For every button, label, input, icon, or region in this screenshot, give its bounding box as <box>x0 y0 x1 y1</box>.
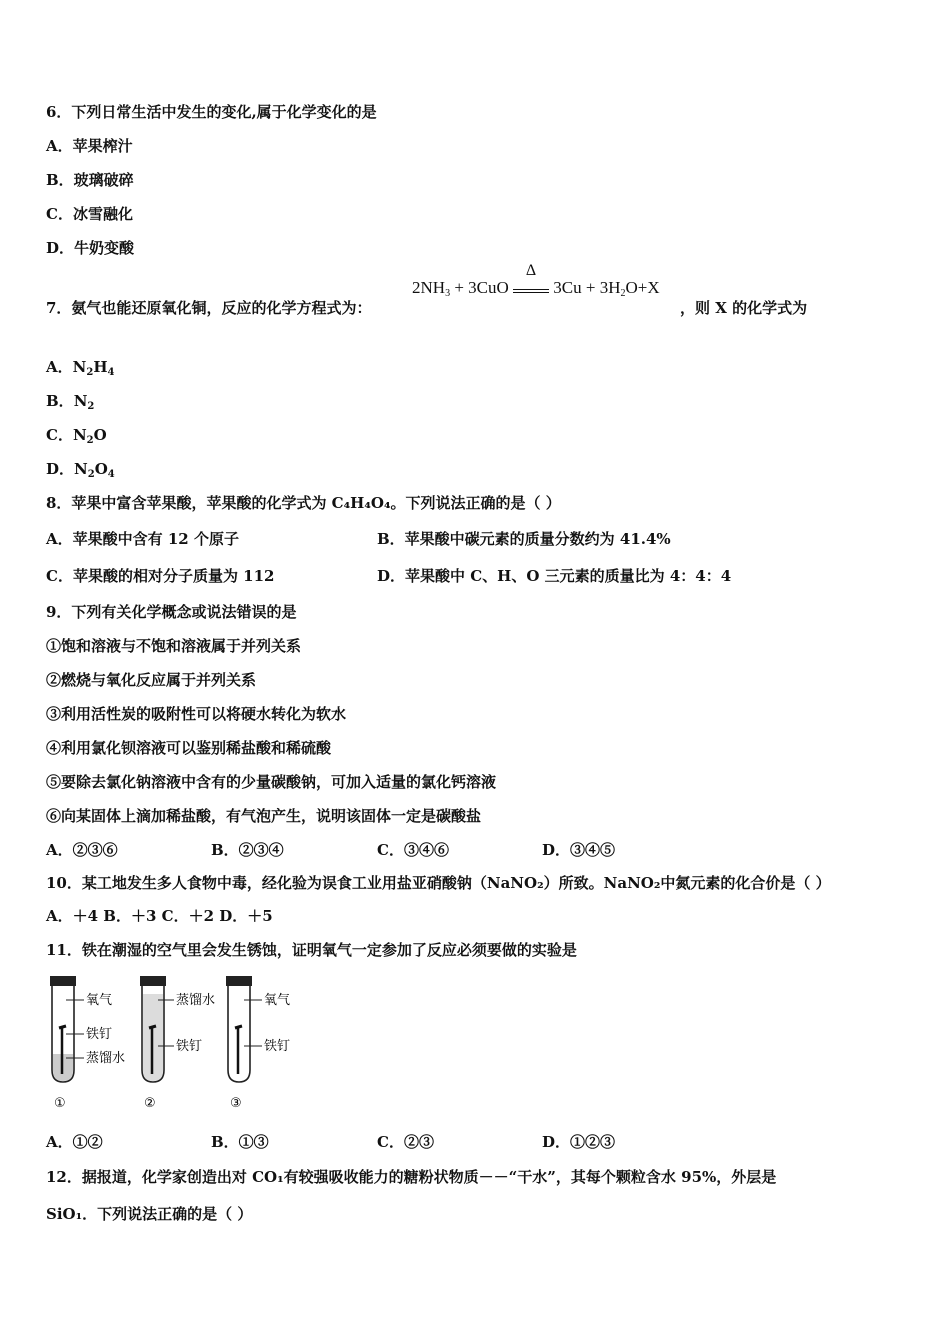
q6-stem: 6．下列日常生活中发生的变化,属于化学变化的是 <box>46 103 377 121</box>
tube1-oxygen-label: 氧气 <box>86 993 113 1008</box>
q6-option-b: B．玻璃破碎 <box>46 171 134 189</box>
q9-option-b: B．②③④ <box>211 841 284 859</box>
tube1-water-label: 蒸馏水 <box>86 1051 126 1066</box>
q8-option-d: D．苹果酸中 C、H、O 三元素的质量比为 4：4：4 <box>377 567 732 585</box>
q9-statement-6: ⑥向某固体上滴加稀盐酸，有气泡产生，说明该固体一定是碳酸盐 <box>46 807 482 825</box>
q11-stem: 11．铁在潮湿的空气里会发生锈蚀，证明氧气一定参加了反应必须要做的实验是 <box>46 941 577 959</box>
q6-option-a: A．苹果榨汁 <box>46 137 133 155</box>
q10-options: A．＋4 B．＋3 C．＋2 D．＋5 <box>46 907 273 925</box>
q11-test-tube-diagram <box>40 970 310 1115</box>
q11-option-b: B．①③ <box>211 1133 269 1151</box>
q11-test-tube-figure <box>40 970 310 1115</box>
q12-stem-line1: 12．据报道，化学家创造出对 CO₁有较强吸收能力的糖粉状物质－－“干水”，其每个颗粒含水 95%，外层是 <box>46 1168 777 1186</box>
q7-option-d: D．$N_2O_4$ <box>46 460 115 480</box>
q12-stem-line2: SiO₁．下列说法正确的是（ ） <box>46 1205 253 1223</box>
q8-option-c: C．苹果酸的相对分子质量为 112 <box>46 567 275 585</box>
q9-statement-1: ①饱和溶液与不饱和溶液属于并列关系 <box>46 637 302 655</box>
tube2-number: ② <box>144 1096 156 1111</box>
tube1-nail-label: 铁钉 <box>86 1027 113 1042</box>
tube1-number: ① <box>54 1096 66 1111</box>
q7-stem-prefix: 7．氨气也能还原氧化铜，反应的化学方程式为： <box>46 299 372 317</box>
q7-option-b: B．$N_2$ <box>46 392 95 412</box>
q8-stem: 8．苹果中富含苹果酸，苹果酸的化学式为 C₄H₄O₄。下列说法正确的是（ ） <box>46 494 561 512</box>
q11-option-a: A．①② <box>46 1133 103 1151</box>
tube2-stopper <box>140 976 166 986</box>
q9-statement-2: ②燃烧与氧化反应属于并列关系 <box>46 671 257 689</box>
tube3-nail-label: 铁钉 <box>264 1039 291 1054</box>
q7-stem-suffix: ，则 X 的化学式为 <box>680 299 808 317</box>
q11-option-c: C．②③ <box>377 1133 434 1151</box>
q8-option-a: A．苹果酸中含有 12 个原子 <box>46 530 239 548</box>
tube3-number: ③ <box>230 1096 242 1111</box>
q9-option-c: C．③④⑥ <box>377 841 449 859</box>
q8-option-b: B．苹果酸中碳元素的质量分数约为 41.4% <box>377 530 671 548</box>
q9-statement-3: ③利用活性炭的吸附性可以将硬水转化为软水 <box>46 705 347 723</box>
q6-option-d: D．牛奶变酸 <box>46 239 135 257</box>
tube2-nail-label: 铁钉 <box>176 1039 203 1054</box>
tube3-stopper <box>226 976 252 986</box>
q6-option-c: C．冰雪融化 <box>46 205 133 223</box>
q9-statement-5: ⑤要除去氯化钠溶液中含有的少量碳酸钠，可加入适量的氯化钙溶液 <box>46 773 497 791</box>
q11-option-d: D．①②③ <box>542 1133 616 1151</box>
tube3-oxygen-label: 氧气 <box>264 993 291 1008</box>
q7-reaction-arrow: Δ <box>513 280 549 293</box>
q7-option-a: A．$N_2H_4$ <box>46 358 115 378</box>
q9-option-d: D．③④⑤ <box>542 841 616 859</box>
tube1-stopper <box>50 976 76 986</box>
q10-stem: 10．某工地发生多人食物中毒，经化验为误食工业用盐亚硝酸钠（NaNO₂）所致。NaNO₂中氮元素的化合价是（ ） <box>46 874 831 892</box>
q7-option-c: C．$N_2O$ <box>46 426 107 446</box>
q7-chemical-equation: $2NH_3 + 3CuO$ Δ $3Cu + 3H_2O+X$ <box>412 262 660 299</box>
q9-stem: 9．下列有关化学概念或说法错误的是 <box>46 603 297 621</box>
q9-statement-4: ④利用氯化钡溶液可以鉴别稀盐酸和稀硫酸 <box>46 739 332 757</box>
q9-option-a: A．②③⑥ <box>46 841 118 859</box>
tube2-water-label: 蒸馏水 <box>176 993 216 1008</box>
